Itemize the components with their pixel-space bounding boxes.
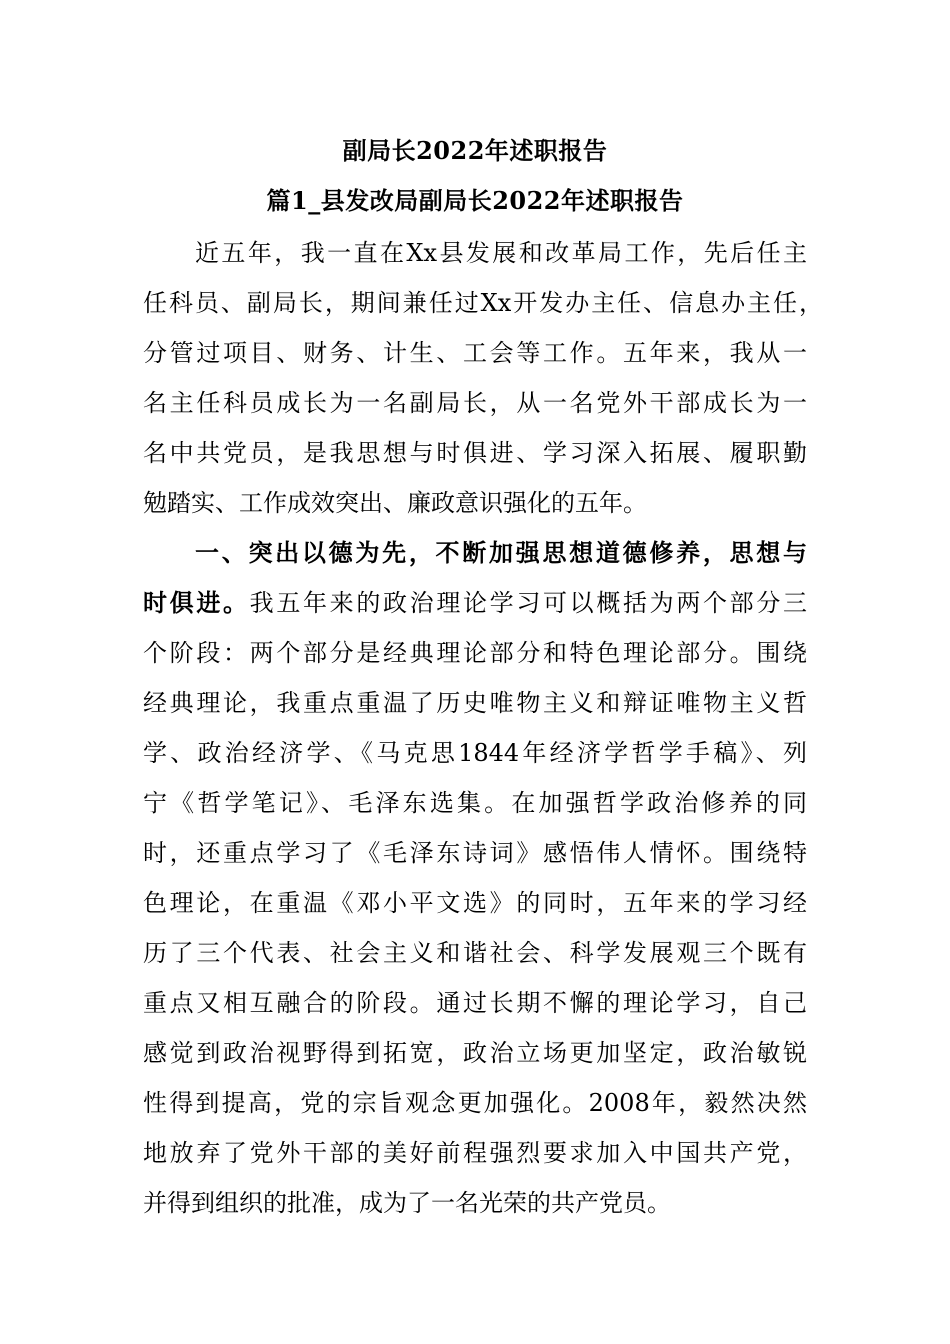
section-heading: 一、突出以德为先，不断加强思想道德修养，思想与 <box>195 538 807 567</box>
paragraph-line: 时，还重点学习了《毛泽东诗词》感悟伟人情怀。围绕特 <box>143 839 807 867</box>
paragraph-line: 性得到提高，党的宗旨观念更加强化。2008年，毅然决然 <box>143 1089 807 1117</box>
paragraph-line: 并得到组织的批准，成为了一名光荣的共产党员。 <box>143 1189 671 1217</box>
paragraph-line: 名主任科员成长为一名副局长，从一名党外干部成长为一 <box>143 389 807 417</box>
paragraph-text: 我五年来的政治理论学习可以概括为两个部分三 <box>249 589 808 617</box>
paragraph-line: 任科员、副局长，期间兼任过Xx开发办主任、信息办主任， <box>143 289 823 317</box>
paragraph-line: 个阶段：两个部分是经典理论部分和特色理论部分。围绕 <box>143 639 807 667</box>
paragraph-line: 勉踏实、工作成效突出、廉政意识强化的五年。 <box>143 489 647 517</box>
paragraph-line: 重点又相互融合的阶段。通过长期不懈的理论学习，自己 <box>143 989 807 1017</box>
paragraph-line: 宁《哲学笔记》、毛泽东选集。在加强哲学政治修养的同 <box>143 789 807 817</box>
paragraph-line: 感觉到政治视野得到拓宽，政治立场更加坚定，政治敏锐 <box>143 1039 807 1067</box>
paragraph-line: 经典理论，我重点重温了历史唯物主义和辩证唯物主义哲 <box>143 689 807 717</box>
paragraph-line: 色理论，在重温《邓小平文选》的同时，五年来的学习经 <box>143 889 807 917</box>
paragraph-line: 分管过项目、财务、计生、工会等工作。五年来，我从一 <box>143 339 807 367</box>
paragraph-line <box>143 587 807 619</box>
section-heading-end: 时俱进。 <box>143 588 250 617</box>
paragraph-line: 名中共党员，是我思想与时俱进、学习深入拓展、履职勤 <box>143 439 807 467</box>
document-title: 副局长2022年述职报告 <box>342 136 608 165</box>
paragraph-line: 历了三个代表、社会主义和谐社会、科学发展观三个既有 <box>143 939 807 967</box>
paragraph-line: 学、政治经济学、《马克思1844年经济学哲学手稿》、列 <box>143 739 807 767</box>
paragraph-line: 近五年，我一直在Xx县发展和改革局工作，先后任主 <box>195 239 807 267</box>
paragraph-line: 地放弃了党外干部的美好前程强烈要求加入中国共产党， <box>143 1139 807 1167</box>
document-subtitle: 篇1_县发改局副局长2022年述职报告 <box>266 186 684 215</box>
